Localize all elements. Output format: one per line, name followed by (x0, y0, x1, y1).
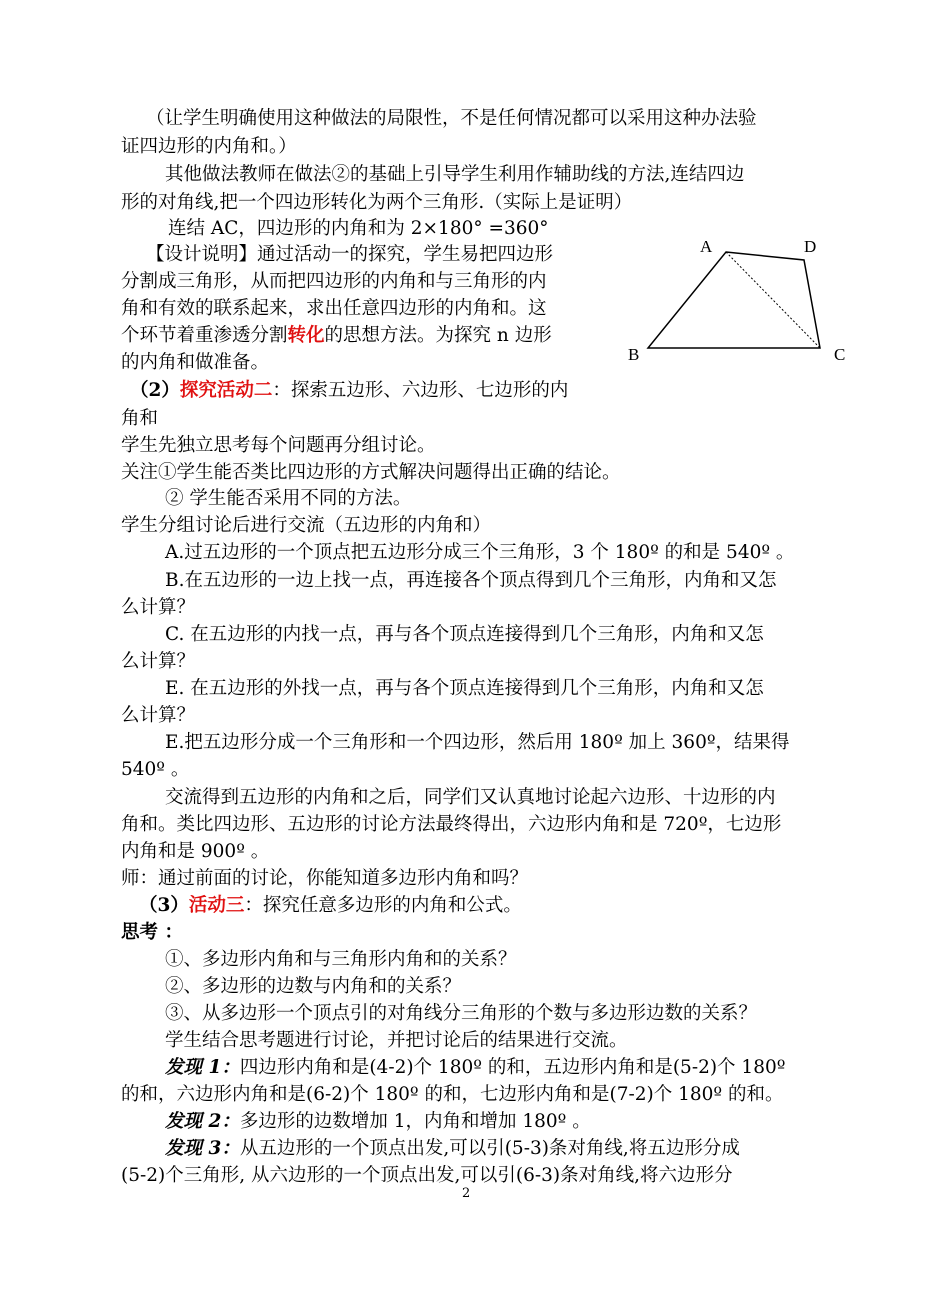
text-line: C. 在五边形的内找一点，再与各个顶点连接得到几个三角形，内角和又怎 (165, 624, 764, 645)
finding-label: 发现 1： (165, 1057, 240, 1078)
section-title: 探究活动二 (179, 380, 273, 401)
text-line: B.在五边形的一边上找一点，再连接各个顶点得到几个三角形，内角和又怎 (165, 570, 777, 591)
text-line: 么计算？ (121, 597, 196, 618)
finding-label: 发现 3： (165, 1138, 240, 1159)
section-heading (139, 891, 522, 921)
text-line: 形的对角线,把一个四边形转化为两个三角形.（实际上是证明） (121, 192, 633, 213)
text-line (165, 1107, 591, 1137)
section-title: 活动三 (188, 895, 245, 916)
text-line: 学生先独立思考每个问题再分组讨论。 (121, 435, 436, 456)
text-line: ③、从多边形一个顶点引的对角线分三角形的个数与多边形边数的关系？ (165, 1003, 758, 1024)
highlight-term: 转化 (287, 325, 325, 346)
text-line (165, 1134, 740, 1164)
text-line: 学生结合思考题进行讨论，并把讨论后的结果进行交流。 (165, 1030, 628, 1051)
text-line: A.过五边形的一个顶点把五边形分成三个三角形，3 个 180º 的和是 540º 。 (165, 542, 795, 563)
text-line (165, 1053, 785, 1083)
text-line: 角和 (121, 408, 159, 429)
text-line: 连结 AC，四边形的内角和为 2×180° =360° (168, 218, 549, 239)
text-run: 从五边形的一个顶点出发,可以引(5-3)条对角线,将五边形分成 (239, 1138, 740, 1159)
text-line: E.把五边形分成一个三角形和一个四边形，然后用 180º 加上 360º，结果得 (165, 732, 790, 753)
page-number: 2 (462, 1186, 471, 1201)
text-line: 关注①学生能否类比四边形的方式解决问题得出正确的结论。 (121, 462, 621, 483)
text-line (121, 321, 552, 351)
text-run: ：探究任意多边形的内角和公式。 (244, 895, 522, 916)
text-line: 么计算？ (121, 705, 196, 726)
think-heading: 思考 ： (121, 922, 183, 943)
text-line: 其他做法教师在做法②的基础上引导学生利用作辅助线的方法,连结四边 (165, 164, 745, 185)
text-line: ② 学生能否采用不同的方法。 (165, 488, 412, 509)
text-line: ②、多边形的边数与内角和的关系？ (165, 976, 462, 997)
text-line: 师：通过前面的讨论，你能知道多边形内角和吗？ (121, 868, 529, 889)
text-run: 多边形的边数增加 1，内角和增加 180º 。 (239, 1111, 591, 1132)
text-line: 的内角和做准备。 (121, 352, 270, 373)
quadrilateral-outline (648, 252, 820, 348)
quadrilateral-figure (622, 230, 862, 370)
text-line: 【设计说明】通过活动一的探究，学生易把四边形 (146, 244, 554, 265)
text-line: 角和。类比四边形、五边形的讨论方法最终得出，六边形内角和是 720º，七边形 (121, 814, 782, 835)
section-heading (130, 376, 568, 406)
section-number: （2） (130, 380, 180, 401)
vertex-label-c: C (834, 345, 846, 364)
text-line: 交流得到五边形的内角和之后，同学们又认真地讨论起六边形、十边形的内 (165, 787, 776, 808)
text-line: E. 在五边形的外找一点，再与各个顶点连接得到几个三角形，内角和又怎 (165, 678, 764, 699)
text-line: 分割成三角形，从而把四边形的内角和与三角形的内 (121, 271, 547, 292)
vertex-label-d: D (804, 237, 817, 256)
text-line: ①、多边形内角和与三角形内角和的关系？ (165, 949, 517, 970)
text-line: 的和，六边形内角和是(6-2)个 180º 的和，七边形内角和是(7-2)个 180º 的和。 (121, 1084, 784, 1105)
text-line: 学生分组讨论后进行交流（五边形的内角和） (121, 515, 492, 536)
text-run: 的思想方法。为探究 n 边形 (324, 325, 552, 346)
finding-label: 发现 2： (165, 1111, 240, 1132)
text-run: ：探索五边形、六边形、七边形的内 (272, 380, 569, 401)
text-line: 角和有效的联系起来，求出任意四边形的内角和。这 (121, 298, 547, 319)
text-line: 么计算？ (121, 651, 196, 672)
text-line: 证四边形的内角和。） (121, 136, 297, 157)
vertex-label-b: B (628, 345, 640, 364)
text-line: （让学生明确使用这种做法的局限性，不是任何情况都可以采用这种办法验 (146, 108, 757, 129)
vertex-label-a: A (700, 237, 713, 256)
text-run: 个环节着重渗透分割 (121, 325, 288, 346)
text-line: 540º 。 (121, 759, 190, 780)
text-run: 四边形内角和是(4-2)个 180º 的和，五边形内角和是(5-2)个 180º (239, 1057, 786, 1078)
text-line: 内角和是 900º 。 (121, 841, 270, 862)
section-number: （3） (139, 895, 189, 916)
text-line: (5-2)个三角形, 从六边形的一个顶点出发,可以引(6-3)条对角线,将六边形分 (121, 1165, 733, 1186)
